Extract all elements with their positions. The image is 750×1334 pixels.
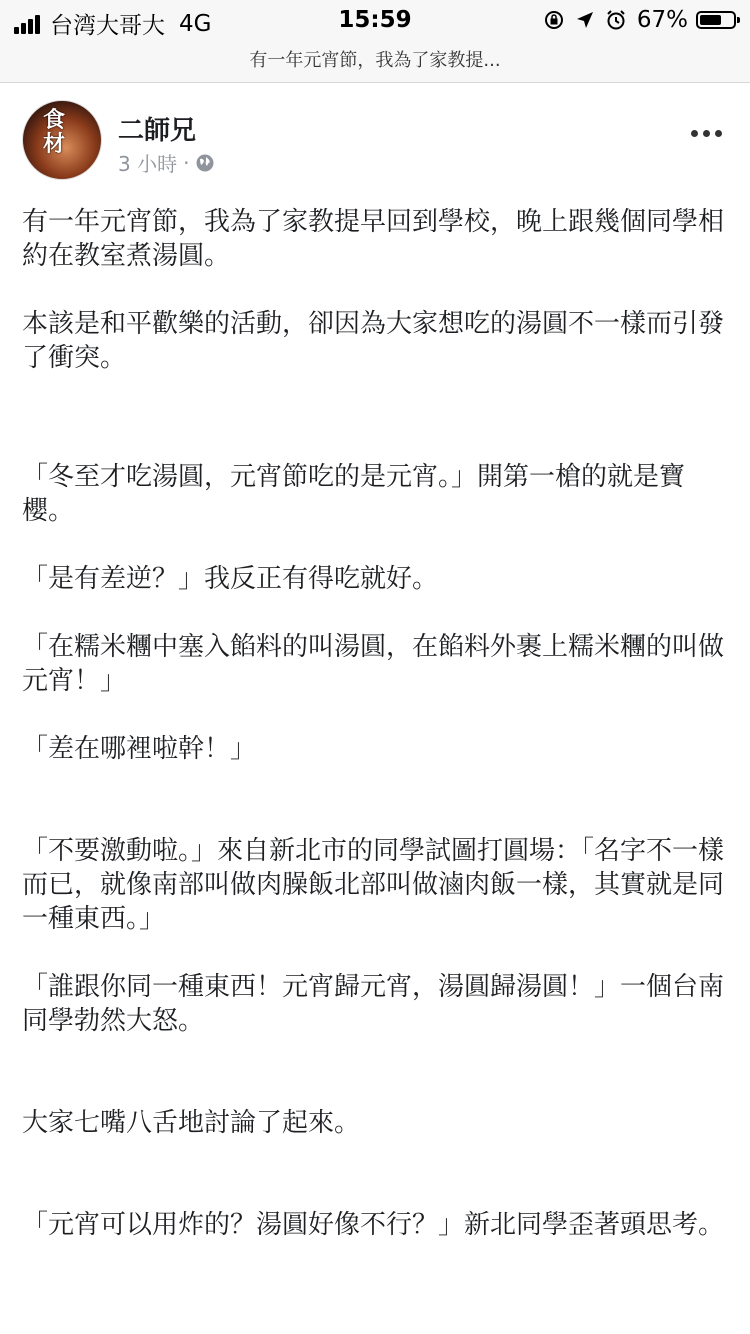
location-arrow-icon: [575, 10, 595, 30]
avatar[interactable]: [22, 100, 102, 180]
post-paragraph: 「誰跟你同一種東西！元宵歸元宵，湯圓歸湯圓！」一個台南同學勃然大怒。: [22, 972, 725, 1036]
alarm-clock-icon: [605, 9, 627, 31]
status-time: 15:59: [338, 7, 412, 33]
page-title[interactable]: 有一年元宵節，我為了家教提...: [0, 40, 750, 83]
post-paragraph: 有一年元宵節，我為了家教提早回到學校，晚上跟幾個同學相約在教室煮湯圓。: [22, 207, 725, 271]
status-bar: [0, 0, 750, 40]
post-paragraph: 大家七嘴八舌地討論了起來。: [22, 1108, 361, 1138]
globe-icon: [195, 153, 215, 173]
more-options-icon[interactable]: [686, 130, 722, 137]
author-name[interactable]: 二師兄: [118, 116, 197, 146]
post-timestamp[interactable]: 3 小時: [118, 152, 178, 176]
avatar-logo-text: 食 材: [43, 108, 67, 157]
post-paragraph: 「不要激動啦。」來自新北市的同學試圖打圓場：「名字不一樣而已，就像南部叫做肉臊飯北部叫做滷肉飯一樣，其實就是同一種東西。」: [22, 836, 725, 934]
post-paragraph: 「是有差逆？」我反正有得吃就好。: [22, 564, 439, 594]
battery-icon: [696, 11, 736, 29]
rotation-lock-icon: [543, 9, 565, 31]
post-paragraph: 「冬至才吃湯圓，元宵節吃的是元宵。」開第一槍的就是寶櫻。: [22, 462, 686, 526]
post-body: [22, 205, 734, 1242]
post-paragraph: 「差在哪裡啦幹！」: [22, 734, 257, 764]
post-meta: [118, 148, 215, 177]
post-paragraph: 「在糯米糰中塞入餡料的叫湯圓，在餡料外裹上糯米糰的叫做元宵！」: [22, 632, 725, 696]
network-type: 4G: [179, 10, 212, 37]
carrier-name: 台湾大哥大: [50, 13, 165, 39]
post-header: [22, 100, 732, 184]
post-paragraph: 「元宵可以用炸的？湯圓好像不行？」新北同學歪著頭思考。: [22, 1210, 725, 1240]
meta-separator: ·: [183, 150, 190, 175]
battery-fill: [700, 15, 721, 25]
battery-percent: 67%: [636, 7, 688, 33]
status-right: [533, 7, 736, 33]
post-paragraph: 本該是和平歡樂的活動，卻因為大家想吃的湯圓不一樣而引發了衝突。: [22, 309, 725, 373]
